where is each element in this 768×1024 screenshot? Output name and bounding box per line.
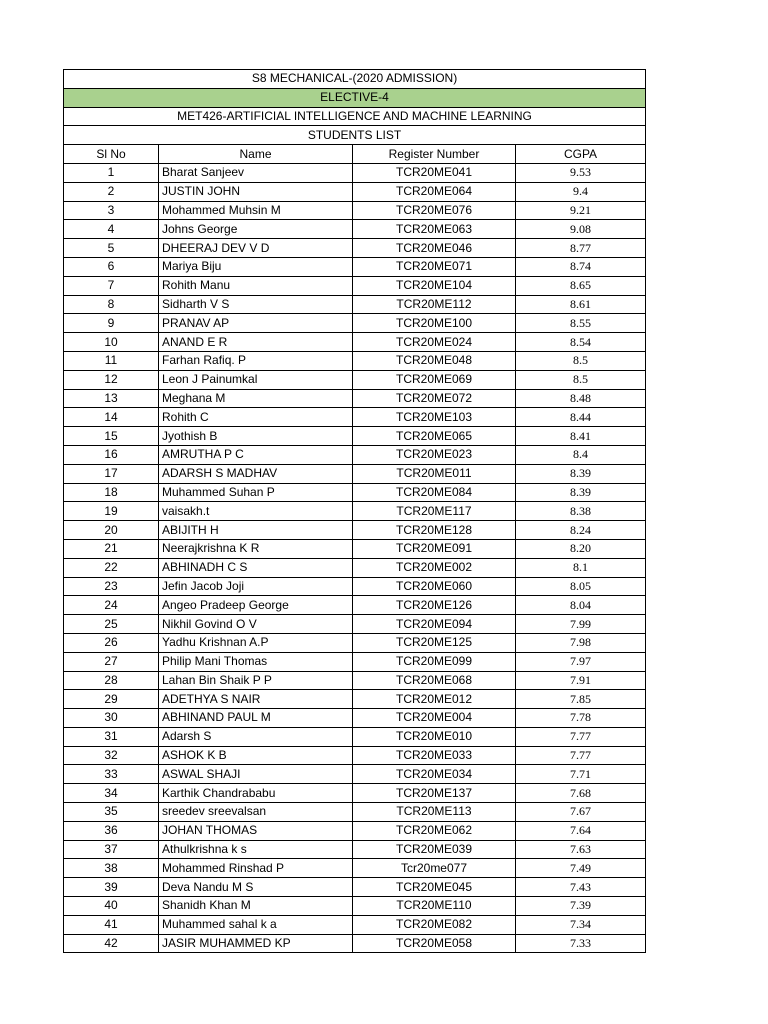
- sl-cell: 7: [64, 276, 159, 295]
- table-row: [64, 897, 646, 916]
- sl-cell: 12: [64, 370, 159, 389]
- course-title: MET426-ARTIFICIAL INTELLIGENCE AND MACHINE LEARNING: [64, 107, 646, 126]
- sl-cell: 18: [64, 483, 159, 502]
- sl-cell: 16: [64, 445, 159, 464]
- register-cell: TCR20ME126: [353, 596, 516, 615]
- register-cell: TCR20ME034: [353, 765, 516, 784]
- table-row: [64, 784, 646, 803]
- cgpa-cell: 7.33: [516, 934, 646, 953]
- column-header-row: [64, 145, 646, 164]
- cgpa-cell: 7.91: [516, 671, 646, 690]
- cgpa-cell: 9.53: [516, 163, 646, 182]
- register-cell: TCR20ME060: [353, 577, 516, 596]
- register-cell: TCR20ME076: [353, 201, 516, 220]
- register-cell: TCR20ME064: [353, 182, 516, 201]
- table-row: [64, 257, 646, 276]
- sl-cell: 32: [64, 746, 159, 765]
- cgpa-cell: 9.08: [516, 220, 646, 239]
- sl-cell: 5: [64, 239, 159, 258]
- column-header-sl: Sl No: [64, 145, 159, 164]
- list-title-row: [64, 126, 646, 145]
- register-cell: TCR20ME113: [353, 803, 516, 822]
- table-row: [64, 690, 646, 709]
- sl-cell: 6: [64, 257, 159, 276]
- table-row: [64, 727, 646, 746]
- register-cell: TCR20ME058: [353, 934, 516, 953]
- register-cell: TCR20ME072: [353, 389, 516, 408]
- elective-row: [64, 88, 646, 107]
- sl-cell: 8: [64, 295, 159, 314]
- name-cell: Philip Mani Thomas: [159, 652, 353, 671]
- students-table: [63, 69, 646, 953]
- column-header-register: Register Number: [353, 145, 516, 164]
- table-row: [64, 314, 646, 333]
- register-cell: TCR20ME012: [353, 690, 516, 709]
- register-cell: TCR20ME117: [353, 502, 516, 521]
- name-cell: Yadhu Krishnan A.P: [159, 633, 353, 652]
- cgpa-cell: 7.71: [516, 765, 646, 784]
- table-row: [64, 765, 646, 784]
- register-cell: TCR20ME137: [353, 784, 516, 803]
- register-cell: TCR20ME068: [353, 671, 516, 690]
- name-cell: Nikhil Govind O V: [159, 615, 353, 634]
- sl-cell: 11: [64, 351, 159, 370]
- name-cell: sreedev sreevalsan: [159, 803, 353, 822]
- cgpa-cell: 7.78: [516, 709, 646, 728]
- table-row: [64, 840, 646, 859]
- table-row: [64, 445, 646, 464]
- sl-cell: 33: [64, 765, 159, 784]
- table-row: [64, 163, 646, 182]
- sl-cell: 4: [64, 220, 159, 239]
- cgpa-cell: 8.39: [516, 464, 646, 483]
- sl-cell: 39: [64, 878, 159, 897]
- register-cell: TCR20ME112: [353, 295, 516, 314]
- cgpa-cell: 7.77: [516, 727, 646, 746]
- cgpa-cell: 7.49: [516, 859, 646, 878]
- cgpa-cell: 7.77: [516, 746, 646, 765]
- sl-cell: 9: [64, 314, 159, 333]
- cgpa-cell: 8.05: [516, 577, 646, 596]
- column-header-name: Name: [159, 145, 353, 164]
- table-row: [64, 502, 646, 521]
- sl-cell: 22: [64, 558, 159, 577]
- register-cell: TCR20ME069: [353, 370, 516, 389]
- table-row: [64, 803, 646, 822]
- register-cell: TCR20ME128: [353, 521, 516, 540]
- table-row: [64, 239, 646, 258]
- register-cell: TCR20ME041: [353, 163, 516, 182]
- register-cell: TCR20ME039: [353, 840, 516, 859]
- table-row: [64, 915, 646, 934]
- cgpa-cell: 8.4: [516, 445, 646, 464]
- register-cell: TCR20ME002: [353, 558, 516, 577]
- sl-cell: 24: [64, 596, 159, 615]
- name-cell: Rohith Manu: [159, 276, 353, 295]
- cgpa-cell: 8.20: [516, 539, 646, 558]
- name-cell: PRANAV AP: [159, 314, 353, 333]
- name-cell: vaisakh.t: [159, 502, 353, 521]
- name-cell: Deva Nandu M S: [159, 878, 353, 897]
- table-row: [64, 596, 646, 615]
- cgpa-cell: 8.65: [516, 276, 646, 295]
- register-cell: TCR20ME071: [353, 257, 516, 276]
- table-row: [64, 558, 646, 577]
- cgpa-cell: 7.34: [516, 915, 646, 934]
- register-cell: TCR20ME084: [353, 483, 516, 502]
- cgpa-cell: 8.41: [516, 427, 646, 446]
- class-title: S8 MECHANICAL-(2020 ADMISSION): [64, 70, 646, 89]
- sl-cell: 40: [64, 897, 159, 916]
- name-cell: ABHINAND PAUL M: [159, 709, 353, 728]
- table-row: [64, 521, 646, 540]
- sl-cell: 41: [64, 915, 159, 934]
- sl-cell: 13: [64, 389, 159, 408]
- cgpa-cell: 8.74: [516, 257, 646, 276]
- name-cell: Leon J Painumkal: [159, 370, 353, 389]
- sl-cell: 28: [64, 671, 159, 690]
- cgpa-cell: 8.44: [516, 408, 646, 427]
- cgpa-cell: 8.39: [516, 483, 646, 502]
- name-cell: Bharat Sanjeev: [159, 163, 353, 182]
- name-cell: JASIR MUHAMMED KP: [159, 934, 353, 953]
- table-row: [64, 220, 646, 239]
- name-cell: Angeo Pradeep George: [159, 596, 353, 615]
- cgpa-cell: 8.77: [516, 239, 646, 258]
- sl-cell: 42: [64, 934, 159, 953]
- name-cell: Sidharth V S: [159, 295, 353, 314]
- name-cell: Mariya Biju: [159, 257, 353, 276]
- name-cell: DHEERAJ DEV V D: [159, 239, 353, 258]
- table-row: [64, 276, 646, 295]
- table-row: [64, 539, 646, 558]
- register-cell: TCR20ME004: [353, 709, 516, 728]
- register-cell: TCR20ME046: [353, 239, 516, 258]
- sl-cell: 38: [64, 859, 159, 878]
- table-row: [64, 615, 646, 634]
- cgpa-cell: 7.43: [516, 878, 646, 897]
- name-cell: ABIJITH H: [159, 521, 353, 540]
- cgpa-cell: 7.63: [516, 840, 646, 859]
- name-cell: ANAND E R: [159, 333, 353, 352]
- name-cell: ADARSH S MADHAV: [159, 464, 353, 483]
- register-cell: TCR20ME010: [353, 727, 516, 746]
- name-cell: Shanidh Khan M: [159, 897, 353, 916]
- sl-cell: 27: [64, 652, 159, 671]
- name-cell: Muhammed Suhan P: [159, 483, 353, 502]
- cgpa-cell: 8.38: [516, 502, 646, 521]
- list-title: STUDENTS LIST: [64, 126, 646, 145]
- table-row: [64, 577, 646, 596]
- sl-cell: 35: [64, 803, 159, 822]
- register-cell: TCR20ME048: [353, 351, 516, 370]
- register-cell: TCR20ME033: [353, 746, 516, 765]
- register-cell: TCR20ME103: [353, 408, 516, 427]
- name-cell: JOHAN THOMAS: [159, 821, 353, 840]
- table-row: [64, 295, 646, 314]
- sl-cell: 37: [64, 840, 159, 859]
- name-cell: AMRUTHA P C: [159, 445, 353, 464]
- name-cell: ASHOK K B: [159, 746, 353, 765]
- name-cell: Jefin Jacob Joji: [159, 577, 353, 596]
- table-row: [64, 182, 646, 201]
- sl-cell: 21: [64, 539, 159, 558]
- title-row: [64, 70, 646, 89]
- cgpa-cell: 8.54: [516, 333, 646, 352]
- table-row: [64, 370, 646, 389]
- name-cell: Lahan Bin Shaik P P: [159, 671, 353, 690]
- register-cell: TCR20ME100: [353, 314, 516, 333]
- register-cell: TCR20ME104: [353, 276, 516, 295]
- register-cell: TCR20ME082: [353, 915, 516, 934]
- sl-cell: 23: [64, 577, 159, 596]
- sl-cell: 31: [64, 727, 159, 746]
- register-cell: TCR20ME045: [353, 878, 516, 897]
- table-row: [64, 427, 646, 446]
- name-cell: Rohith C: [159, 408, 353, 427]
- sl-cell: 36: [64, 821, 159, 840]
- name-cell: Farhan Rafiq. P: [159, 351, 353, 370]
- table-row: [64, 709, 646, 728]
- table-row: [64, 333, 646, 352]
- table-row: [64, 389, 646, 408]
- sl-cell: 29: [64, 690, 159, 709]
- name-cell: Adarsh S: [159, 727, 353, 746]
- table-row: [64, 671, 646, 690]
- cgpa-cell: 7.68: [516, 784, 646, 803]
- sl-cell: 14: [64, 408, 159, 427]
- register-cell: TCR20ME125: [353, 633, 516, 652]
- cgpa-cell: 9.4: [516, 182, 646, 201]
- sl-cell: 1: [64, 163, 159, 182]
- register-cell: TCR20ME094: [353, 615, 516, 634]
- cgpa-cell: 7.99: [516, 615, 646, 634]
- name-cell: Muhammed sahal k a: [159, 915, 353, 934]
- name-cell: Karthik Chandrababu: [159, 784, 353, 803]
- cgpa-cell: 7.64: [516, 821, 646, 840]
- table-row: [64, 201, 646, 220]
- register-cell: TCR20ME099: [353, 652, 516, 671]
- cgpa-cell: 8.55: [516, 314, 646, 333]
- name-cell: ABHINADH C S: [159, 558, 353, 577]
- register-cell: TCR20ME023: [353, 445, 516, 464]
- table-row: [64, 633, 646, 652]
- name-cell: ASWAL SHAJI: [159, 765, 353, 784]
- sl-cell: 15: [64, 427, 159, 446]
- register-cell: TCR20ME110: [353, 897, 516, 916]
- cgpa-cell: 7.97: [516, 652, 646, 671]
- course-row: [64, 107, 646, 126]
- cgpa-cell: 7.39: [516, 897, 646, 916]
- cgpa-cell: 8.61: [516, 295, 646, 314]
- sl-cell: 10: [64, 333, 159, 352]
- table-row: [64, 652, 646, 671]
- register-cell: Tcr20me077: [353, 859, 516, 878]
- name-cell: Meghana M: [159, 389, 353, 408]
- sl-cell: 17: [64, 464, 159, 483]
- sl-cell: 34: [64, 784, 159, 803]
- name-cell: Neerajkrishna K R: [159, 539, 353, 558]
- cgpa-cell: 8.5: [516, 351, 646, 370]
- cgpa-cell: 9.21: [516, 201, 646, 220]
- name-cell: Johns George: [159, 220, 353, 239]
- sl-cell: 26: [64, 633, 159, 652]
- register-cell: TCR20ME062: [353, 821, 516, 840]
- table-row: [64, 934, 646, 953]
- name-cell: Jyothish B: [159, 427, 353, 446]
- cgpa-cell: 8.1: [516, 558, 646, 577]
- sl-cell: 20: [64, 521, 159, 540]
- cgpa-cell: 7.98: [516, 633, 646, 652]
- cgpa-cell: 8.5: [516, 370, 646, 389]
- cgpa-cell: 7.67: [516, 803, 646, 822]
- register-cell: TCR20ME063: [353, 220, 516, 239]
- table-row: [64, 746, 646, 765]
- table-row: [64, 408, 646, 427]
- register-cell: TCR20ME024: [353, 333, 516, 352]
- name-cell: Athulkrishna k s: [159, 840, 353, 859]
- column-header-cgpa: CGPA: [516, 145, 646, 164]
- name-cell: JUSTIN JOHN: [159, 182, 353, 201]
- cgpa-cell: 8.48: [516, 389, 646, 408]
- register-cell: TCR20ME011: [353, 464, 516, 483]
- cgpa-cell: 8.04: [516, 596, 646, 615]
- cgpa-cell: 8.24: [516, 521, 646, 540]
- sl-cell: 25: [64, 615, 159, 634]
- cgpa-cell: 7.85: [516, 690, 646, 709]
- elective-title: ELECTIVE-4: [64, 88, 646, 107]
- sl-cell: 30: [64, 709, 159, 728]
- table-row: [64, 464, 646, 483]
- table-row: [64, 821, 646, 840]
- name-cell: Mohammed Muhsin M: [159, 201, 353, 220]
- sl-cell: 3: [64, 201, 159, 220]
- table-row: [64, 859, 646, 878]
- register-cell: TCR20ME091: [353, 539, 516, 558]
- table-row: [64, 351, 646, 370]
- table-row: [64, 483, 646, 502]
- name-cell: Mohammed Rinshad P: [159, 859, 353, 878]
- name-cell: ADETHYA S NAIR: [159, 690, 353, 709]
- table-row: [64, 878, 646, 897]
- sl-cell: 19: [64, 502, 159, 521]
- register-cell: TCR20ME065: [353, 427, 516, 446]
- sl-cell: 2: [64, 182, 159, 201]
